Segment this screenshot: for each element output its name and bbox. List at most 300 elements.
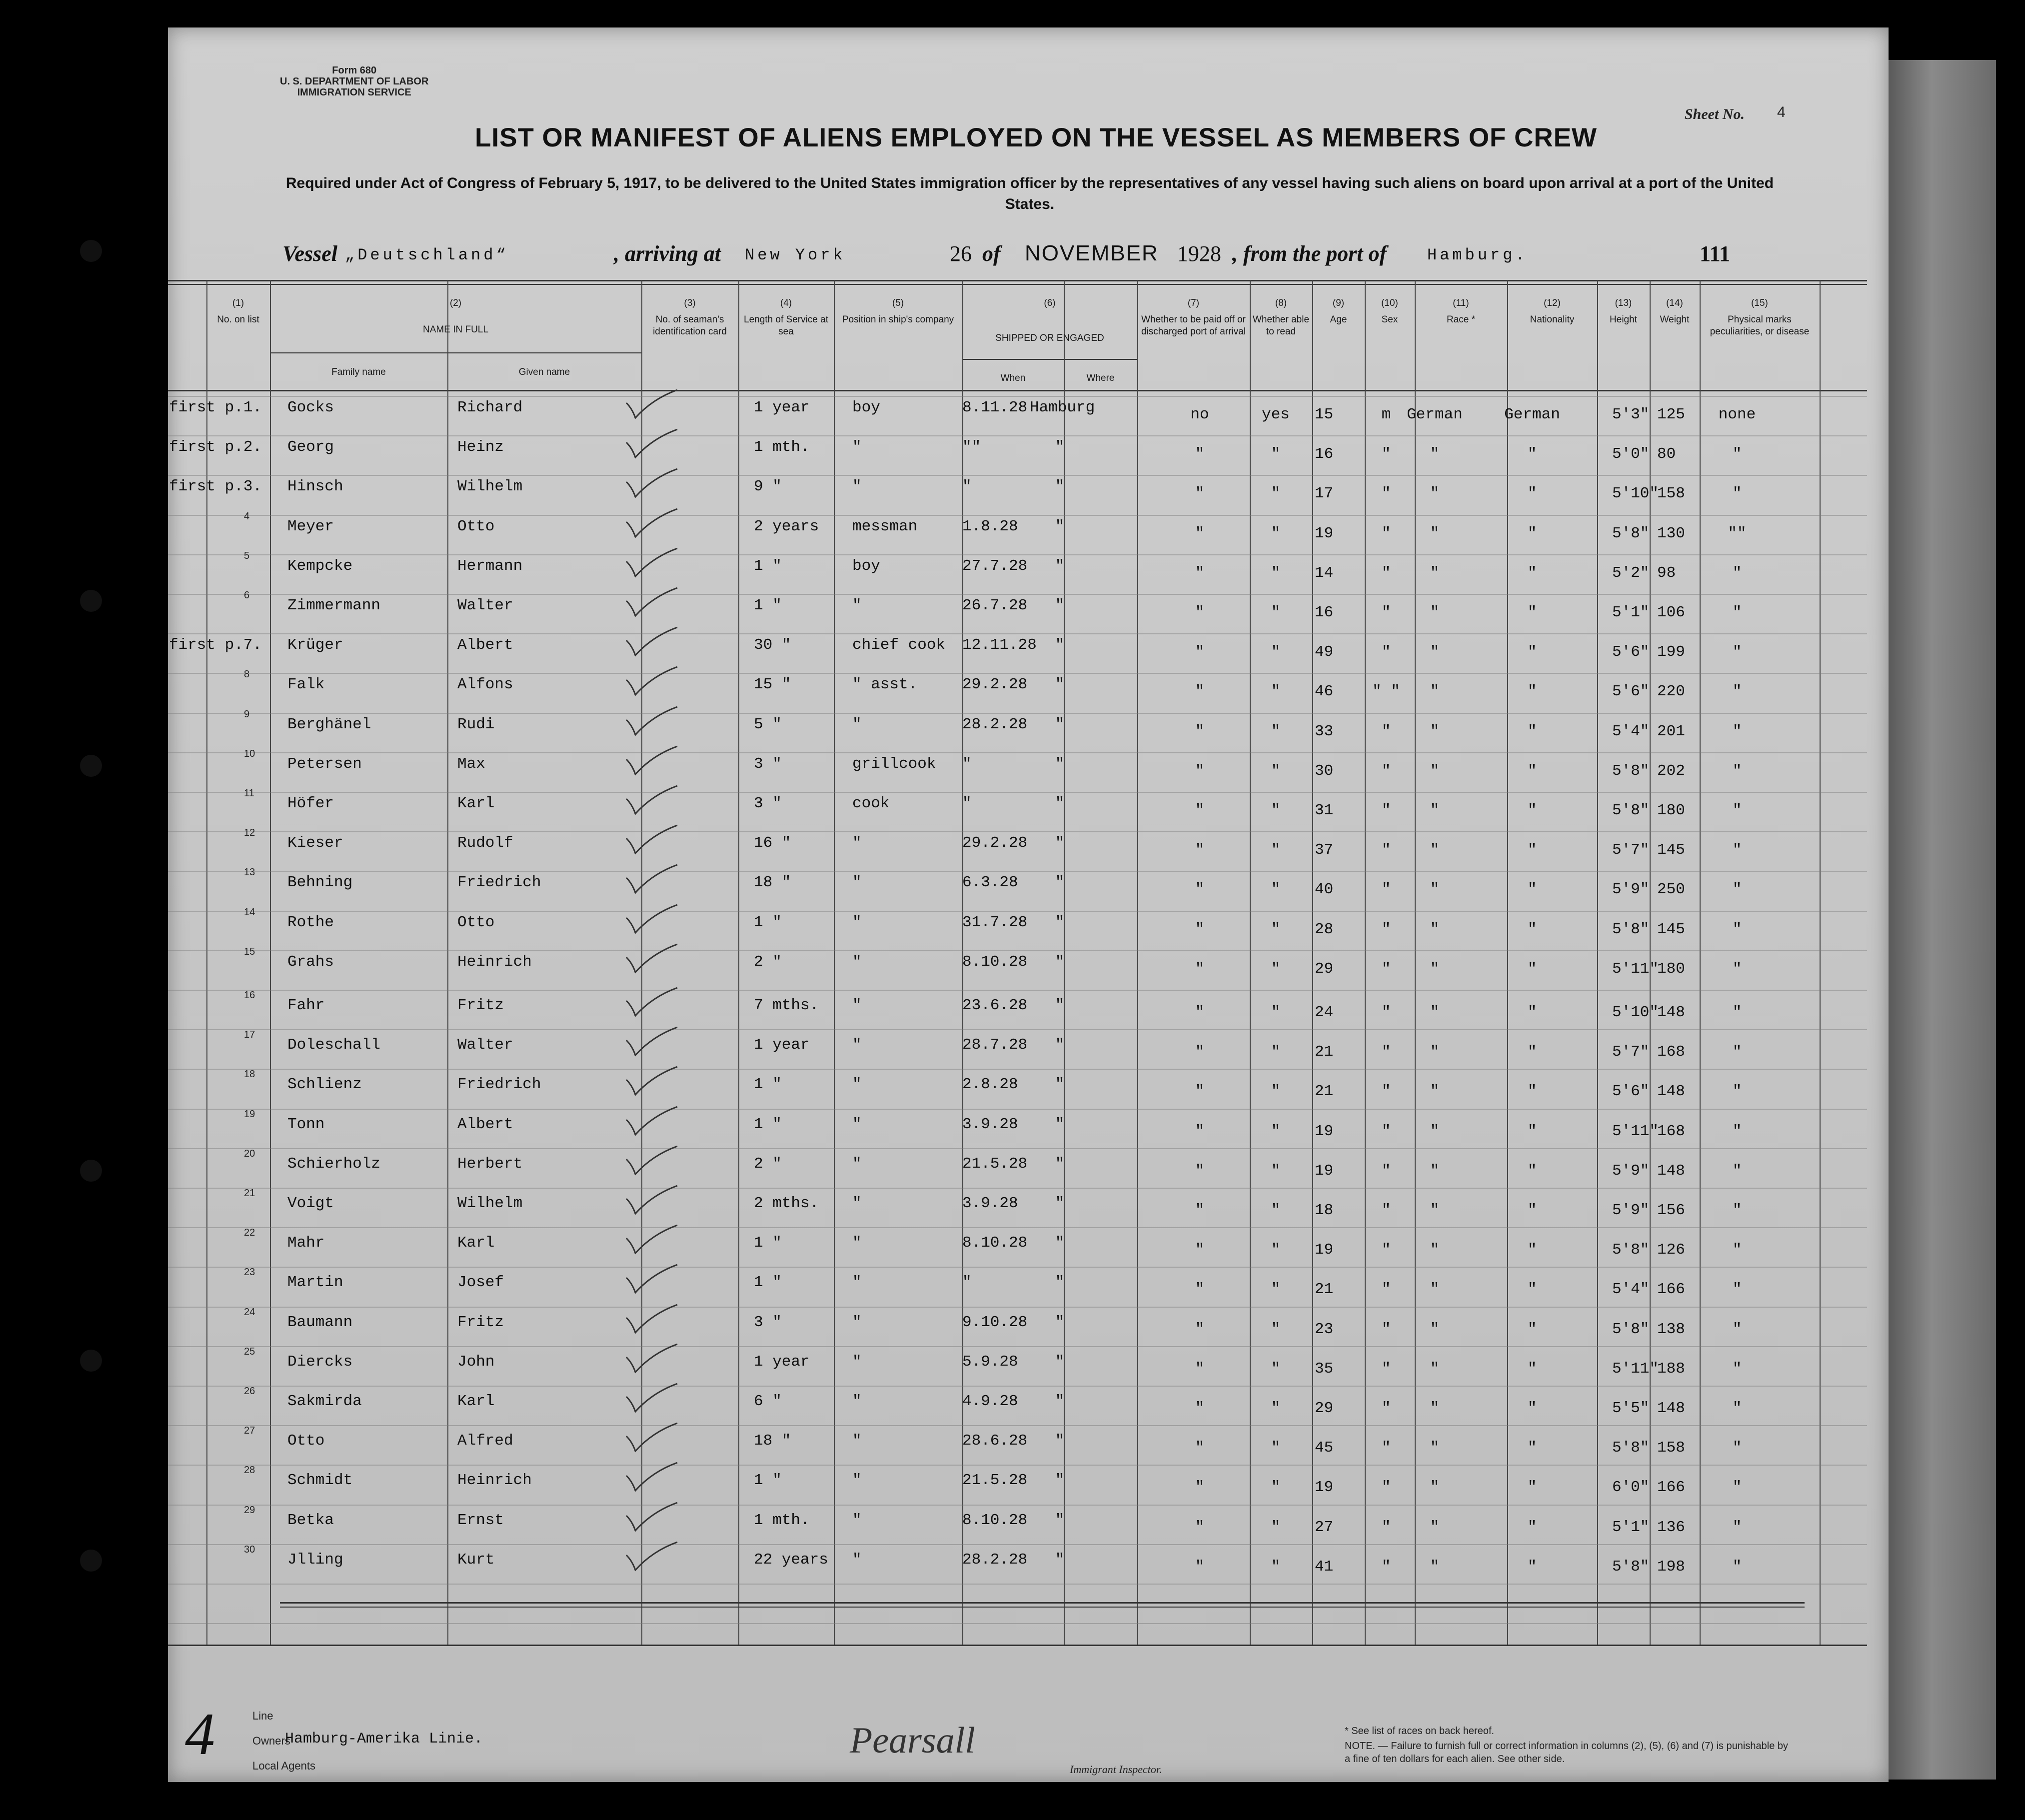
row-rule	[168, 1227, 1867, 1228]
cell-height: 5'9"	[1612, 1202, 1650, 1219]
cell-position: messman	[852, 518, 918, 535]
cell-when: 1.8.28	[962, 518, 1018, 535]
cell-race: "	[1430, 604, 1440, 621]
cell-marks: "	[1732, 802, 1742, 819]
cell-height: 5'11"	[1612, 960, 1659, 978]
cell-family: Martin	[287, 1274, 343, 1291]
cell-position: "	[852, 597, 862, 614]
cell-when: 8.11.28	[962, 399, 1028, 416]
cell-paid: "	[1195, 802, 1205, 819]
row-number: 9	[244, 709, 250, 720]
cell-height: 5'10"	[1612, 485, 1659, 502]
checkmark-icon	[622, 587, 682, 622]
cell-where: "	[1055, 636, 1065, 654]
row-number: 5	[244, 550, 250, 561]
cell-paid: "	[1195, 1241, 1205, 1259]
cell-sex: "	[1381, 604, 1391, 621]
row-prefix: first p.2.	[169, 438, 262, 456]
cell-family: Tonn	[287, 1116, 325, 1133]
checkmark-icon	[622, 1422, 682, 1457]
checkmark-icon	[622, 626, 682, 661]
cell-weight: 130	[1657, 525, 1685, 542]
cell-weight: 125	[1657, 406, 1685, 423]
column-number-c7: (7)	[1187, 298, 1200, 308]
cell-height: 5'2"	[1612, 564, 1650, 582]
cell-sex: "	[1381, 1519, 1391, 1536]
cell-read: "	[1271, 802, 1281, 819]
cell-read: "	[1271, 762, 1281, 780]
row-rule	[168, 911, 1867, 912]
column-rule	[738, 280, 739, 1645]
row-rule	[168, 1188, 1867, 1189]
cell-race: "	[1430, 1439, 1440, 1457]
column-number-c11: (11)	[1453, 298, 1469, 308]
cell-sex: "	[1381, 881, 1391, 898]
row-rule	[168, 435, 1867, 436]
cell-family: Grahs	[287, 953, 334, 971]
cell-nat: "	[1527, 1043, 1537, 1061]
column-number-c9: (9)	[1332, 298, 1345, 308]
cell-marks: "	[1732, 1400, 1742, 1417]
cell-given: Alfons	[457, 676, 513, 693]
cell-read: "	[1271, 1281, 1281, 1298]
page-title: LIST OR MANIFEST OF ALIENS EMPLOYED ON THE VESSEL AS MEMBERS OF CREW	[475, 123, 1598, 152]
column-header-c11: Race *	[1446, 314, 1476, 325]
cell-sex: "	[1381, 723, 1391, 740]
row-number: 27	[244, 1425, 255, 1436]
cell-race: "	[1430, 1321, 1440, 1338]
row-number: 4	[244, 511, 250, 522]
row-rule	[168, 871, 1867, 872]
cell-service: 16 "	[754, 834, 791, 852]
cell-read: "	[1271, 525, 1281, 542]
checkmark-icon	[622, 1502, 682, 1537]
cell-where: "	[1055, 716, 1065, 733]
row-rule	[168, 396, 1867, 397]
row-number: 28	[244, 1465, 255, 1476]
cell-age: 37	[1315, 841, 1334, 859]
cell-age: 16	[1315, 604, 1334, 621]
end-of-list-rule	[280, 1602, 1805, 1604]
column-number-c8: (8)	[1275, 298, 1287, 308]
cell-nat: "	[1527, 921, 1537, 938]
column-subheader-c2b: Given name	[518, 367, 570, 377]
cell-given: Wilhelm	[457, 1195, 523, 1212]
cell-nat: "	[1527, 802, 1537, 819]
cell-marks: "	[1732, 1281, 1742, 1298]
cell-marks: "	[1732, 1241, 1742, 1259]
column-header-c6: SHIPPED OR ENGAGED	[995, 333, 1104, 343]
cell-service: 2 "	[754, 953, 782, 971]
cell-where: "	[1055, 518, 1065, 535]
cell-read: "	[1271, 445, 1281, 463]
cell-nat: "	[1527, 841, 1537, 859]
row-number: 6	[244, 590, 250, 601]
checkmark-icon	[622, 1026, 682, 1061]
cell-read: "	[1271, 1360, 1281, 1378]
cell-read: "	[1271, 960, 1281, 978]
column-number-c10: (10)	[1381, 298, 1398, 308]
cell-race: "	[1430, 1558, 1440, 1576]
cell-given: Friedrich	[457, 1076, 541, 1093]
cell-nat: "	[1527, 564, 1537, 582]
cell-height: 5'1"	[1612, 1519, 1650, 1536]
cell-position: "	[852, 716, 862, 733]
cell-nat: "	[1527, 1162, 1537, 1180]
cell-read: "	[1271, 1479, 1281, 1496]
cell-given: Albert	[457, 636, 513, 654]
cell-family: Jlling	[287, 1551, 343, 1569]
cell-service: 1 "	[754, 914, 782, 931]
cell-given: Karl	[457, 795, 495, 812]
cell-paid: "	[1195, 1519, 1205, 1536]
cell-weight: 158	[1657, 1439, 1685, 1457]
cell-family: Doleschall	[287, 1036, 381, 1054]
row-number: 18	[244, 1069, 255, 1080]
cell-given: Fritz	[457, 997, 504, 1014]
cell-race: "	[1430, 1360, 1440, 1378]
cell-given: Rudolf	[457, 834, 513, 852]
row-rule	[168, 1346, 1867, 1347]
cell-given: Kurt	[457, 1551, 495, 1569]
cell-marks: "	[1732, 1321, 1742, 1338]
cell-service: 9 "	[754, 478, 782, 495]
cell-marks: "	[1732, 841, 1742, 859]
cell-given: Heinz	[457, 438, 504, 456]
row-rule	[168, 1267, 1867, 1268]
cell-when: 31.7.28	[962, 914, 1028, 931]
cell-when: "	[962, 478, 972, 495]
cell-weight: 180	[1657, 960, 1685, 978]
cell-race: German	[1407, 406, 1463, 423]
cell-weight: 148	[1657, 1162, 1685, 1180]
cell-when: 28.6.28	[962, 1432, 1028, 1450]
cell-where: "	[1055, 1512, 1065, 1529]
cell-nat: German	[1504, 406, 1560, 423]
cell-service: 1 year	[754, 1036, 810, 1054]
cell-given: Walter	[457, 597, 513, 614]
cell-position: "	[852, 1076, 862, 1093]
cell-service: 18 "	[754, 1432, 791, 1450]
cell-read: "	[1271, 683, 1281, 700]
row-prefix: first p.3.	[169, 478, 262, 495]
cell-height: 5'10"	[1612, 1004, 1659, 1021]
cell-paid: "	[1195, 445, 1205, 463]
cell-weight: 250	[1657, 881, 1685, 898]
cell-weight: 148	[1657, 1004, 1685, 1021]
cell-family: Fahr	[287, 997, 325, 1014]
column-header-c14: Weight	[1660, 314, 1690, 325]
cell-age: 23	[1315, 1321, 1334, 1338]
column-header-c8: Whether able to read	[1253, 314, 1310, 337]
cell-height: 5'8"	[1612, 1321, 1650, 1338]
cell-height: 5'3"	[1612, 406, 1650, 423]
cell-weight: 202	[1657, 762, 1685, 780]
cell-height: 5'0"	[1612, 445, 1650, 463]
cell-age: 49	[1315, 643, 1334, 661]
cell-paid: "	[1195, 1321, 1205, 1338]
cell-family: Gocks	[287, 399, 334, 416]
column-number-c13: (13)	[1615, 298, 1632, 308]
name-subheader-rule	[270, 352, 641, 353]
cell-nat: "	[1527, 881, 1537, 898]
cell-age: 17	[1315, 485, 1334, 502]
cell-paid: "	[1195, 1162, 1205, 1180]
row-rule	[168, 713, 1867, 714]
cell-paid: "	[1195, 1400, 1205, 1417]
cell-when: 8.10.28	[962, 953, 1028, 971]
cell-service: 2 years	[754, 518, 819, 535]
cell-read: "	[1271, 1558, 1281, 1576]
cell-nat: "	[1527, 1123, 1537, 1140]
cell-nat: "	[1527, 525, 1537, 542]
cell-sex: "	[1381, 1202, 1391, 1219]
end-of-list-rule-double	[280, 1607, 1805, 1608]
cell-height: 5'8"	[1612, 802, 1650, 819]
row-number: 14	[244, 907, 255, 918]
checkmark-icon	[622, 943, 682, 978]
cell-sex: "	[1381, 1083, 1391, 1100]
checkmark-icon	[622, 1304, 682, 1339]
column-number-c1: (1)	[232, 298, 244, 308]
cell-given: Hermann	[457, 557, 523, 575]
cell-race: "	[1430, 1241, 1440, 1259]
column-rule	[1700, 280, 1701, 1645]
cell-when: 28.2.28	[962, 1551, 1028, 1569]
cell-family: Otto	[287, 1432, 325, 1450]
binder-hole	[80, 1350, 102, 1372]
binder-hole	[80, 590, 102, 612]
cell-weight: 106	[1657, 604, 1685, 621]
cell-when: 28.7.28	[962, 1036, 1028, 1054]
cell-position: "	[852, 1155, 862, 1173]
row-number: 24	[244, 1307, 255, 1318]
cell-paid: "	[1195, 1202, 1205, 1219]
cell-age: 40	[1315, 881, 1334, 898]
cell-given: Josef	[457, 1274, 504, 1291]
row-number: 21	[244, 1188, 255, 1199]
cell-family: Hinsch	[287, 478, 343, 495]
cell-position: "	[852, 1393, 862, 1410]
department-name: U. S. DEPARTMENT OF LABOR	[280, 76, 429, 87]
arriving-label: , arriving at	[614, 241, 721, 266]
cell-nat: "	[1527, 1400, 1537, 1417]
cell-family: Georg	[287, 438, 334, 456]
checkmark-icon	[622, 666, 682, 701]
cell-marks: "	[1732, 1043, 1742, 1061]
column-header-c13: Height	[1610, 314, 1637, 325]
cell-service: 1 mth.	[754, 438, 810, 456]
cell-weight: 126	[1657, 1241, 1685, 1259]
cell-height: 5'8"	[1612, 921, 1650, 938]
checkmark-icon	[622, 389, 682, 424]
cell-paid: no	[1190, 406, 1209, 423]
cell-given: Heinrich	[457, 1472, 532, 1489]
arrival-month: NOVEMBER	[1025, 241, 1159, 265]
checkmark-icon	[622, 508, 682, 543]
cell-race: "	[1430, 921, 1440, 938]
column-number-c3: (3)	[684, 298, 696, 308]
cell-height: 6'0"	[1612, 1479, 1650, 1496]
cell-family: Petersen	[287, 755, 362, 773]
cell-given: Otto	[457, 914, 495, 931]
row-rule	[168, 1109, 1867, 1110]
owners-label: Owners	[252, 1735, 290, 1747]
column-header-c4: Length of Service at sea	[744, 314, 828, 337]
row-number: 13	[244, 867, 255, 878]
cell-weight: 188	[1657, 1360, 1685, 1378]
cell-where: "	[1055, 1116, 1065, 1133]
cell-service: 1 "	[754, 597, 782, 614]
cell-nat: "	[1527, 1558, 1537, 1576]
cell-read: "	[1271, 1241, 1281, 1259]
cell-service: 1 "	[754, 1116, 782, 1133]
cell-race: "	[1430, 643, 1440, 661]
cell-race: "	[1430, 564, 1440, 582]
row-prefix: first p.1.	[169, 399, 262, 416]
cell-paid: "	[1195, 1558, 1205, 1576]
cell-where: "	[1055, 557, 1065, 575]
cell-race: "	[1430, 841, 1440, 859]
column-header-c12: Nationality	[1530, 314, 1575, 325]
cell-family: Mahr	[287, 1234, 325, 1252]
cell-family: Kieser	[287, 834, 343, 852]
cell-when: "	[962, 755, 972, 773]
cell-age: 19	[1315, 525, 1334, 542]
cell-family: Sakmirda	[287, 1393, 362, 1410]
sheet-label: Sheet No.	[1685, 106, 1745, 122]
cell-read: "	[1271, 1439, 1281, 1457]
cell-where: "	[1055, 1234, 1065, 1252]
cell-position: "	[852, 1314, 862, 1331]
cell-weight: 98	[1657, 564, 1676, 582]
cell-position: "	[852, 1195, 862, 1212]
checkmark-icon	[622, 1106, 682, 1141]
checkmark-icon	[622, 547, 682, 582]
cell-marks: "	[1732, 1558, 1742, 1576]
checkmark-icon	[622, 1066, 682, 1101]
cell-position: "	[852, 997, 862, 1014]
cell-where: "	[1055, 1195, 1065, 1212]
cell-age: 31	[1315, 802, 1334, 819]
cell-race: "	[1430, 1479, 1440, 1496]
cell-age: 33	[1315, 723, 1334, 740]
row-rule	[168, 1069, 1867, 1070]
column-subheader-c2a: Family name	[331, 367, 386, 377]
cell-sex: "	[1381, 564, 1391, 582]
cell-height: 5'6"	[1612, 643, 1650, 661]
cell-when: 29.2.28	[962, 676, 1028, 693]
row-number: 8	[244, 669, 250, 680]
cell-race: "	[1430, 1123, 1440, 1140]
cell-paid: "	[1195, 1281, 1205, 1298]
cell-weight: 166	[1657, 1281, 1685, 1298]
cell-read: "	[1271, 485, 1281, 502]
cell-where: "	[1055, 478, 1065, 495]
cell-sex: "	[1381, 1360, 1391, 1378]
cell-marks: "	[1732, 564, 1742, 582]
checkmark-icon	[622, 1145, 682, 1180]
cell-position: "	[852, 1432, 862, 1450]
cell-height: 5'8"	[1612, 762, 1650, 780]
cell-weight: 136	[1657, 1519, 1685, 1536]
row-rule	[168, 554, 1867, 555]
cell-where: "	[1055, 1274, 1065, 1291]
row-number: 19	[244, 1109, 255, 1120]
cell-sex: "	[1381, 960, 1391, 978]
cell-position: "	[852, 1116, 862, 1133]
cell-nat: "	[1527, 1202, 1537, 1219]
cell-nat: "	[1527, 643, 1537, 661]
cell-age: 15	[1315, 406, 1334, 423]
checkmark-icon	[622, 785, 682, 820]
cell-marks: "	[1732, 1519, 1742, 1536]
cell-weight: 145	[1657, 841, 1685, 859]
cell-service: 3 "	[754, 755, 782, 773]
cell-where: "	[1055, 1551, 1065, 1569]
row-rule	[168, 673, 1867, 674]
row-rule	[168, 475, 1867, 476]
checkmark-icon	[622, 745, 682, 780]
cell-family: Behning	[287, 874, 353, 891]
cell-when: "	[962, 1274, 972, 1291]
inspector-label: Immigrant Inspector.	[1070, 1763, 1162, 1776]
cell-where: "	[1055, 1432, 1065, 1450]
cell-position: "	[852, 1036, 862, 1054]
cell-sex: "	[1381, 1281, 1391, 1298]
column-rule	[1137, 280, 1138, 1645]
cell-service: 6 "	[754, 1393, 782, 1410]
cell-sex: "	[1381, 1043, 1391, 1061]
cell-weight: 201	[1657, 723, 1685, 740]
column-number-c2: (2)	[449, 298, 462, 308]
cell-nat: "	[1527, 1321, 1537, 1338]
cell-race: "	[1430, 683, 1440, 700]
checkmark-icon	[622, 1383, 682, 1418]
column-header-c5: Position in ship's company	[842, 314, 954, 325]
cell-given: Ernst	[457, 1512, 504, 1529]
owners-value: Hamburg-Amerika Linie.	[285, 1731, 483, 1748]
column-header-c10: Sex	[1381, 314, 1398, 325]
cell-weight: 166	[1657, 1479, 1685, 1496]
cell-read: "	[1271, 881, 1281, 898]
cell-service: 1 year	[754, 399, 810, 416]
cell-paid: "	[1195, 604, 1205, 621]
cell-marks: "	[1732, 643, 1742, 661]
cell-when: "	[962, 795, 972, 812]
row-number: 30	[244, 1544, 255, 1555]
cell-sex: "	[1381, 921, 1391, 938]
cell-nat: "	[1527, 1439, 1537, 1457]
cell-where: "	[1055, 1314, 1065, 1331]
row-number: 23	[244, 1267, 255, 1278]
cell-weight: 148	[1657, 1083, 1685, 1100]
cell-service: 1 "	[754, 557, 782, 575]
cell-race: "	[1430, 1202, 1440, 1219]
cell-when: 27.7.28	[962, 557, 1028, 575]
cell-position: boy	[852, 399, 880, 416]
cell-age: 19	[1315, 1123, 1334, 1140]
cell-nat: "	[1527, 1360, 1537, 1378]
cell-position: "	[852, 438, 862, 456]
row-number: 17	[244, 1029, 255, 1040]
cell-height: 5'7"	[1612, 1043, 1650, 1061]
cell-where: "	[1055, 874, 1065, 891]
column-header-c1: No. on list	[217, 314, 259, 325]
cell-where: "	[1055, 834, 1065, 852]
cell-position: "	[852, 1551, 862, 1569]
cell-age: 29	[1315, 1400, 1334, 1417]
